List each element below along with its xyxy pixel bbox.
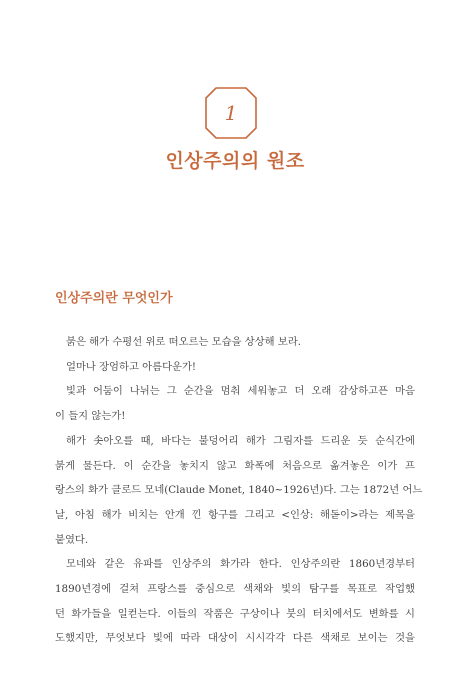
chapter-number: 1 [224,101,238,125]
body-line: 던 화가들을 일컫는다. 이들의 작품은 구상이나 붓의 터치에서도 변화를 시 [55,607,415,620]
body-line: 날, 아침 해가 비치는 안개 낀 항구를 그리고 <인상: 해돋이>라는 제목을 [55,508,415,521]
chapter-number-frame [204,86,258,140]
body-line: 빛과 어둠이 나뉘는 그 순간을 멈춰 세워놓고 더 오래 감상하고픈 마음 [66,385,415,398]
body-line: 붉은 해가 수평선 위로 떠오르는 모습을 상상해 보라. [66,336,302,348]
chapter-title: 인상주의의 원조 [165,150,305,172]
body-line: 붉게 물든다. 이 순간을 놓치지 않고 화폭에 처음으로 옮겨놓은 이가 프 [55,459,415,472]
body-line: 붙였다. [55,533,89,546]
body-line: 얼마나 장엄하고 아름다운가! [66,360,197,373]
chapter-badge [204,86,258,140]
body-text [55,330,423,651]
body-line: 이 들지 않는가! [55,410,126,423]
body-line: 모네와 같은 유파를 인상주의 화가라 한다. 인상주의란 1860년경부터 [66,558,415,571]
body-line: 1890년경에 걸쳐 프랑스를 중심으로 색채와 빛의 탐구를 목표로 작업했 [55,583,415,596]
body-line: 랑스의 화가 클로드 모네(Claude Monet, 1840~1926년)다. 그는 1872년 어느 [55,484,423,497]
body-line: 도했지만, 무엇보다 빛에 따라 대상이 시시각각 다른 색채로 보이는 것을 [55,632,415,645]
body-line: 해가 솟아오를 때, 바다는 불덩어리 해가 그림자를 드리운 듯 순식간에 [66,434,415,447]
section-heading: 인상주의란 무엇인가 [55,291,173,306]
